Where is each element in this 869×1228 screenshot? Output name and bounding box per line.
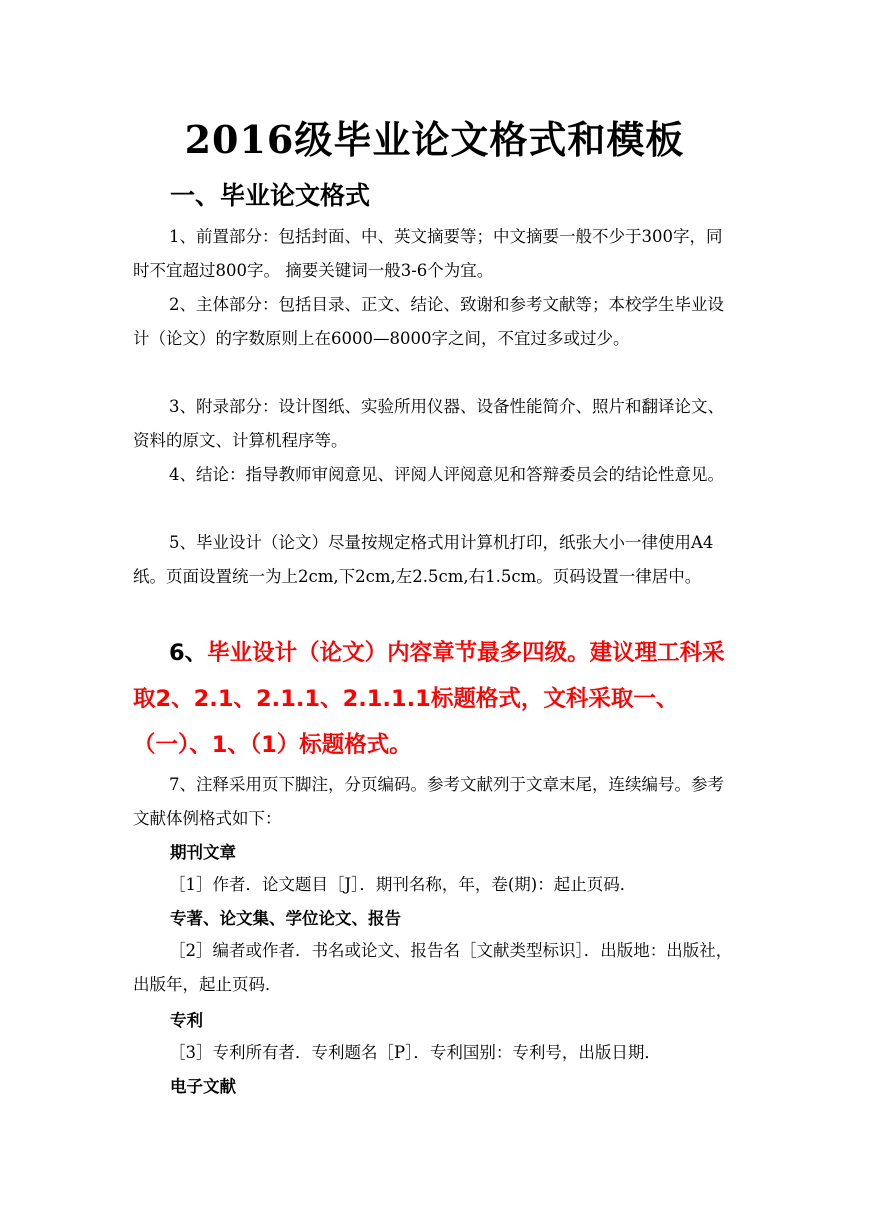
paragraph-item-5: 5、毕业设计（论文）尽量按规定格式用计算机打印，纸张大小一律使用A4纸。页面设置统一为上2cm,下2cm,左2.5cm,右1.5cm。页码设置一律居中。 — [133, 533, 714, 586]
patent-format: ［3］专利所有者．专利题名［P］．专利国别：专利号，出版日期． — [169, 1043, 661, 1062]
journal-heading: 期刊文章 — [170, 843, 236, 862]
paragraph-item-7: 7、注释采用页下脚注，分页编码。参考文献列于文章末尾，连续编号。参考文献体例格式如下： — [133, 775, 724, 828]
section-heading: 一、毕业论文格式 — [170, 181, 371, 210]
electronic-heading: 电子文献 — [170, 1077, 236, 1096]
journal-format: ［1］作者．论文题目［J］．期刊名称，年，卷(期)：起止页码． — [169, 875, 637, 894]
paragraph-item-4: 4、结论：指导教师审阅意见、评阅人评阅意见和答辩委员会的结论性意见。 — [169, 465, 724, 484]
patent-heading: 专利 — [170, 1011, 203, 1030]
document-title: 2016级毕业论文格式和模板 — [184, 117, 685, 162]
book-heading: 专著、论文集、学位论文、报告 — [170, 909, 401, 928]
item-6-number: 6、 — [169, 640, 208, 666]
paragraph-item-1: 1、前置部分：包括封面、中、英文摘要等；中文摘要一般不少于300字，同时不宜超过800字。 摘要关键词一般3-6个为宜。 — [133, 227, 723, 280]
book-format: ［2］编者或作者．书名或论文、报告名［文献类型标识］．出版地：出版社，出版年，起止页码． — [133, 941, 733, 994]
item-6-text: 毕业设计（论文）内容章节最多四级。建议理工科采取2、2.1、2.1.1、2.1.1.1标题格式，文科采取一、（一）、1、（1）标题格式。 — [133, 640, 725, 758]
paragraph-item-2: 2、主体部分：包括目录、正文、结论、致谢和参考文献等；本校学生毕业设计（论文）的字数原则上在6000—8000字之间，不宜过多或过少。 — [133, 295, 724, 348]
paragraph-item-6-highlight — [133, 630, 738, 768]
paragraph-item-3: 3、附录部分：设计图纸、实验所用仪器、设备性能简介、照片和翻译论文、资料的原文、计算机程序等。 — [133, 397, 724, 450]
